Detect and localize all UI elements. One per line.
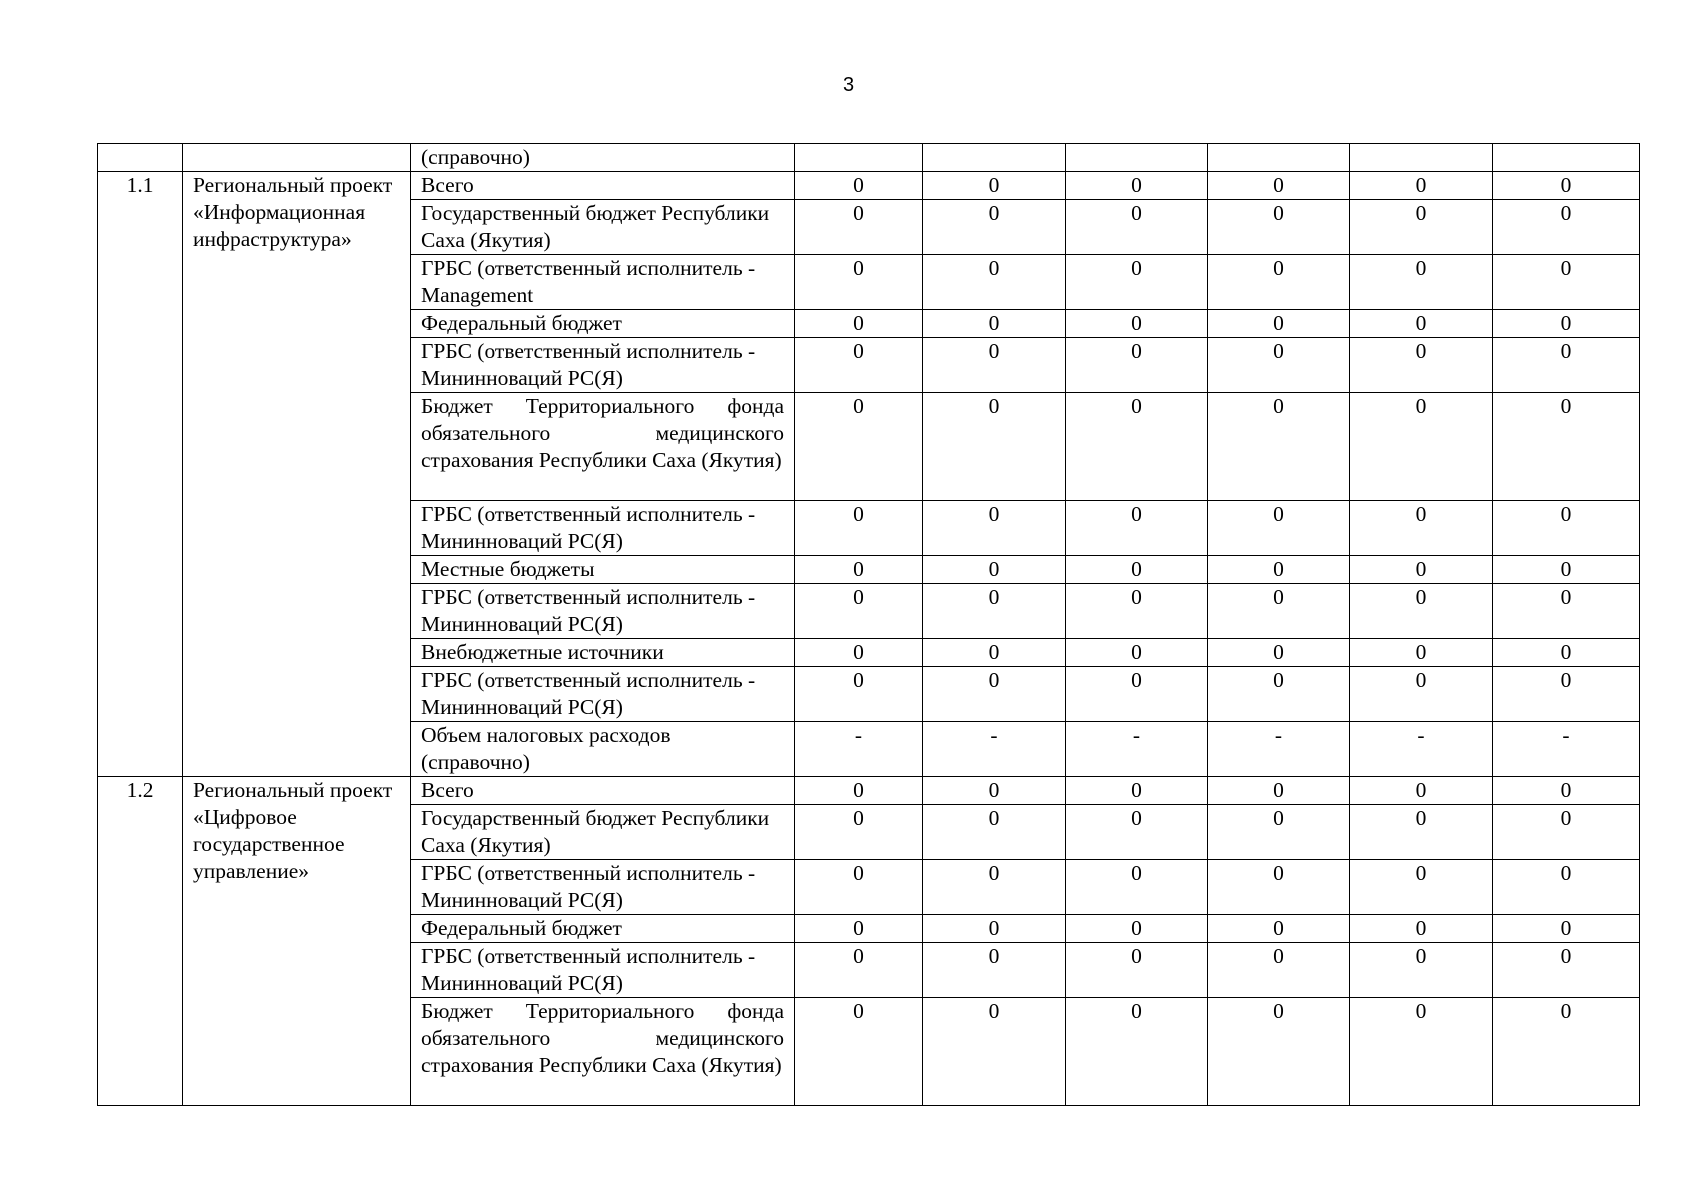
value-cell: 0: [795, 667, 923, 722]
value-cell: 0: [1493, 338, 1640, 393]
value-cell: 0: [1208, 860, 1350, 915]
value-cell: 0: [1350, 915, 1493, 943]
page-number: 3: [842, 74, 855, 96]
value-cell: 0: [1208, 556, 1350, 584]
value-cell: 0: [1493, 501, 1640, 556]
value-cell: 0: [923, 172, 1066, 200]
value-cell: 0: [795, 998, 923, 1106]
budget-table-body: [98, 144, 1640, 1106]
value-cell: 0: [923, 998, 1066, 1106]
funding-source-cell: Бюджет Территориального фонда обязательного медицинского страхования Республики Саха (Якутия): [411, 998, 795, 1106]
value-cell: 0: [1350, 255, 1493, 310]
value-cell: 0: [795, 338, 923, 393]
value-cell: 0: [1066, 805, 1208, 860]
value-cell: 0: [923, 860, 1066, 915]
value-cell: 0: [923, 584, 1066, 639]
value-cell: 0: [1066, 200, 1208, 255]
value-cell: 0: [923, 393, 1066, 501]
project-code-cell: 1.2: [98, 777, 183, 1106]
value-cell: 0: [1208, 667, 1350, 722]
value-cell: 0: [1350, 860, 1493, 915]
value-cell: 0: [795, 860, 923, 915]
value-cell: 0: [1493, 255, 1640, 310]
value-cell: 0: [795, 255, 923, 310]
value-cell: 0: [1493, 915, 1640, 943]
value-cell: 0: [1066, 255, 1208, 310]
value-cell: [1066, 144, 1208, 172]
value-cell: 0: [795, 943, 923, 998]
value-cell: 0: [923, 915, 1066, 943]
value-cell: 0: [1208, 584, 1350, 639]
value-cell: 0: [1066, 556, 1208, 584]
value-cell: -: [795, 722, 923, 777]
value-cell: 0: [1493, 860, 1640, 915]
value-cell: 0: [1208, 639, 1350, 667]
value-cell: 0: [1350, 501, 1493, 556]
funding-source-cell: Местные бюджеты: [411, 556, 795, 584]
project-name-cell: Региональный проект «Информационная инфраструктура»: [183, 172, 411, 777]
value-cell: 0: [1350, 639, 1493, 667]
project-name-cell: Региональный проект «Цифровое государственное управление»: [183, 777, 411, 1106]
value-cell: 0: [923, 777, 1066, 805]
funding-source-cell: ГРБС (ответственный исполнитель - Мининноваций РС(Я): [411, 338, 795, 393]
value-cell: 0: [1493, 556, 1640, 584]
value-cell: 0: [1208, 501, 1350, 556]
value-cell: 0: [923, 639, 1066, 667]
funding-source-cell: (справочно): [411, 144, 795, 172]
value-cell: 0: [1350, 338, 1493, 393]
value-cell: 0: [795, 501, 923, 556]
value-cell: 0: [923, 501, 1066, 556]
funding-source-cell: Объем налоговых расходов (справочно): [411, 722, 795, 777]
value-cell: 0: [923, 200, 1066, 255]
value-cell: 0: [1066, 393, 1208, 501]
value-cell: [795, 144, 923, 172]
funding-source-cell: Государственный бюджет Республики Саха (Якутия): [411, 200, 795, 255]
value-cell: 0: [1350, 584, 1493, 639]
funding-source-cell: Государственный бюджет Республики Саха (Якутия): [411, 805, 795, 860]
value-cell: 0: [795, 915, 923, 943]
value-cell: 0: [1208, 915, 1350, 943]
value-cell: [1493, 144, 1640, 172]
value-cell: 0: [1350, 200, 1493, 255]
value-cell: 0: [1066, 584, 1208, 639]
value-cell: 0: [1493, 172, 1640, 200]
value-cell: -: [1493, 722, 1640, 777]
value-cell: 0: [1493, 777, 1640, 805]
funding-source-cell: ГРБС (ответственный исполнитель - Мининноваций РС(Я): [411, 501, 795, 556]
value-cell: 0: [1493, 998, 1640, 1106]
value-cell: 0: [795, 777, 923, 805]
funding-source-cell: Федеральный бюджет: [411, 310, 795, 338]
value-cell: 0: [1066, 172, 1208, 200]
value-cell: 0: [1350, 310, 1493, 338]
table-row: [98, 144, 1640, 172]
value-cell: 0: [923, 310, 1066, 338]
value-cell: 0: [1208, 200, 1350, 255]
value-cell: -: [1066, 722, 1208, 777]
value-cell: 0: [1066, 943, 1208, 998]
value-cell: 0: [1350, 805, 1493, 860]
value-cell: 0: [795, 310, 923, 338]
value-cell: 0: [1350, 998, 1493, 1106]
value-cell: 0: [1208, 805, 1350, 860]
value-cell: 0: [1350, 556, 1493, 584]
value-cell: 0: [1066, 915, 1208, 943]
value-cell: 0: [795, 639, 923, 667]
funding-source-cell: ГРБС (ответственный исполнитель - Management: [411, 255, 795, 310]
value-cell: 0: [1066, 639, 1208, 667]
value-cell: -: [923, 722, 1066, 777]
funding-source-cell: ГРБС (ответственный исполнитель - Мининноваций РС(Я): [411, 584, 795, 639]
value-cell: 0: [1066, 338, 1208, 393]
table-row: [98, 172, 1640, 200]
value-cell: -: [1350, 722, 1493, 777]
value-cell: 0: [795, 584, 923, 639]
funding-source-cell: Федеральный бюджет: [411, 915, 795, 943]
value-cell: 0: [1066, 667, 1208, 722]
value-cell: 0: [1493, 805, 1640, 860]
value-cell: [1350, 144, 1493, 172]
funding-source-cell: Внебюджетные источники: [411, 639, 795, 667]
funding-source-cell: Всего: [411, 777, 795, 805]
value-cell: 0: [795, 556, 923, 584]
value-cell: 0: [1493, 584, 1640, 639]
value-cell: 0: [923, 943, 1066, 998]
value-cell: 0: [795, 805, 923, 860]
funding-source-cell: ГРБС (ответственный исполнитель - Мининноваций РС(Я): [411, 860, 795, 915]
value-cell: 0: [1493, 393, 1640, 501]
value-cell: 0: [795, 172, 923, 200]
value-cell: [923, 144, 1066, 172]
project-code-cell: 1.1: [98, 172, 183, 777]
value-cell: 0: [1066, 777, 1208, 805]
value-cell: 0: [795, 393, 923, 501]
value-cell: -: [1208, 722, 1350, 777]
value-cell: [1208, 144, 1350, 172]
value-cell: 0: [1493, 639, 1640, 667]
value-cell: 0: [1350, 777, 1493, 805]
value-cell: 0: [923, 805, 1066, 860]
value-cell: 0: [1350, 172, 1493, 200]
project-name-cell: [183, 144, 411, 172]
value-cell: 0: [1350, 393, 1493, 501]
value-cell: 0: [923, 338, 1066, 393]
value-cell: 0: [1208, 255, 1350, 310]
funding-source-cell: ГРБС (ответственный исполнитель - Мининноваций РС(Я): [411, 943, 795, 998]
funding-source-cell: Всего: [411, 172, 795, 200]
value-cell: 0: [1066, 310, 1208, 338]
value-cell: 0: [1208, 310, 1350, 338]
budget-table: [97, 143, 1640, 1106]
funding-source-cell: Бюджет Территориального фонда обязательного медицинского страхования Республики Саха (Якутия): [411, 393, 795, 501]
value-cell: 0: [1350, 943, 1493, 998]
value-cell: 0: [923, 667, 1066, 722]
value-cell: 0: [1066, 860, 1208, 915]
value-cell: 0: [1350, 667, 1493, 722]
value-cell: 0: [1208, 393, 1350, 501]
value-cell: 0: [1066, 501, 1208, 556]
code-cell: [98, 144, 183, 172]
value-cell: 0: [795, 200, 923, 255]
table-row: [98, 777, 1640, 805]
value-cell: 0: [1493, 200, 1640, 255]
funding-source-cell: ГРБС (ответственный исполнитель - Мининноваций РС(Я): [411, 667, 795, 722]
value-cell: 0: [923, 556, 1066, 584]
value-cell: 0: [1493, 943, 1640, 998]
value-cell: 0: [1208, 777, 1350, 805]
value-cell: 0: [923, 255, 1066, 310]
value-cell: 0: [1208, 172, 1350, 200]
value-cell: 0: [1208, 943, 1350, 998]
value-cell: 0: [1066, 998, 1208, 1106]
value-cell: 0: [1208, 998, 1350, 1106]
value-cell: 0: [1208, 338, 1350, 393]
value-cell: 0: [1493, 667, 1640, 722]
value-cell: 0: [1493, 310, 1640, 338]
